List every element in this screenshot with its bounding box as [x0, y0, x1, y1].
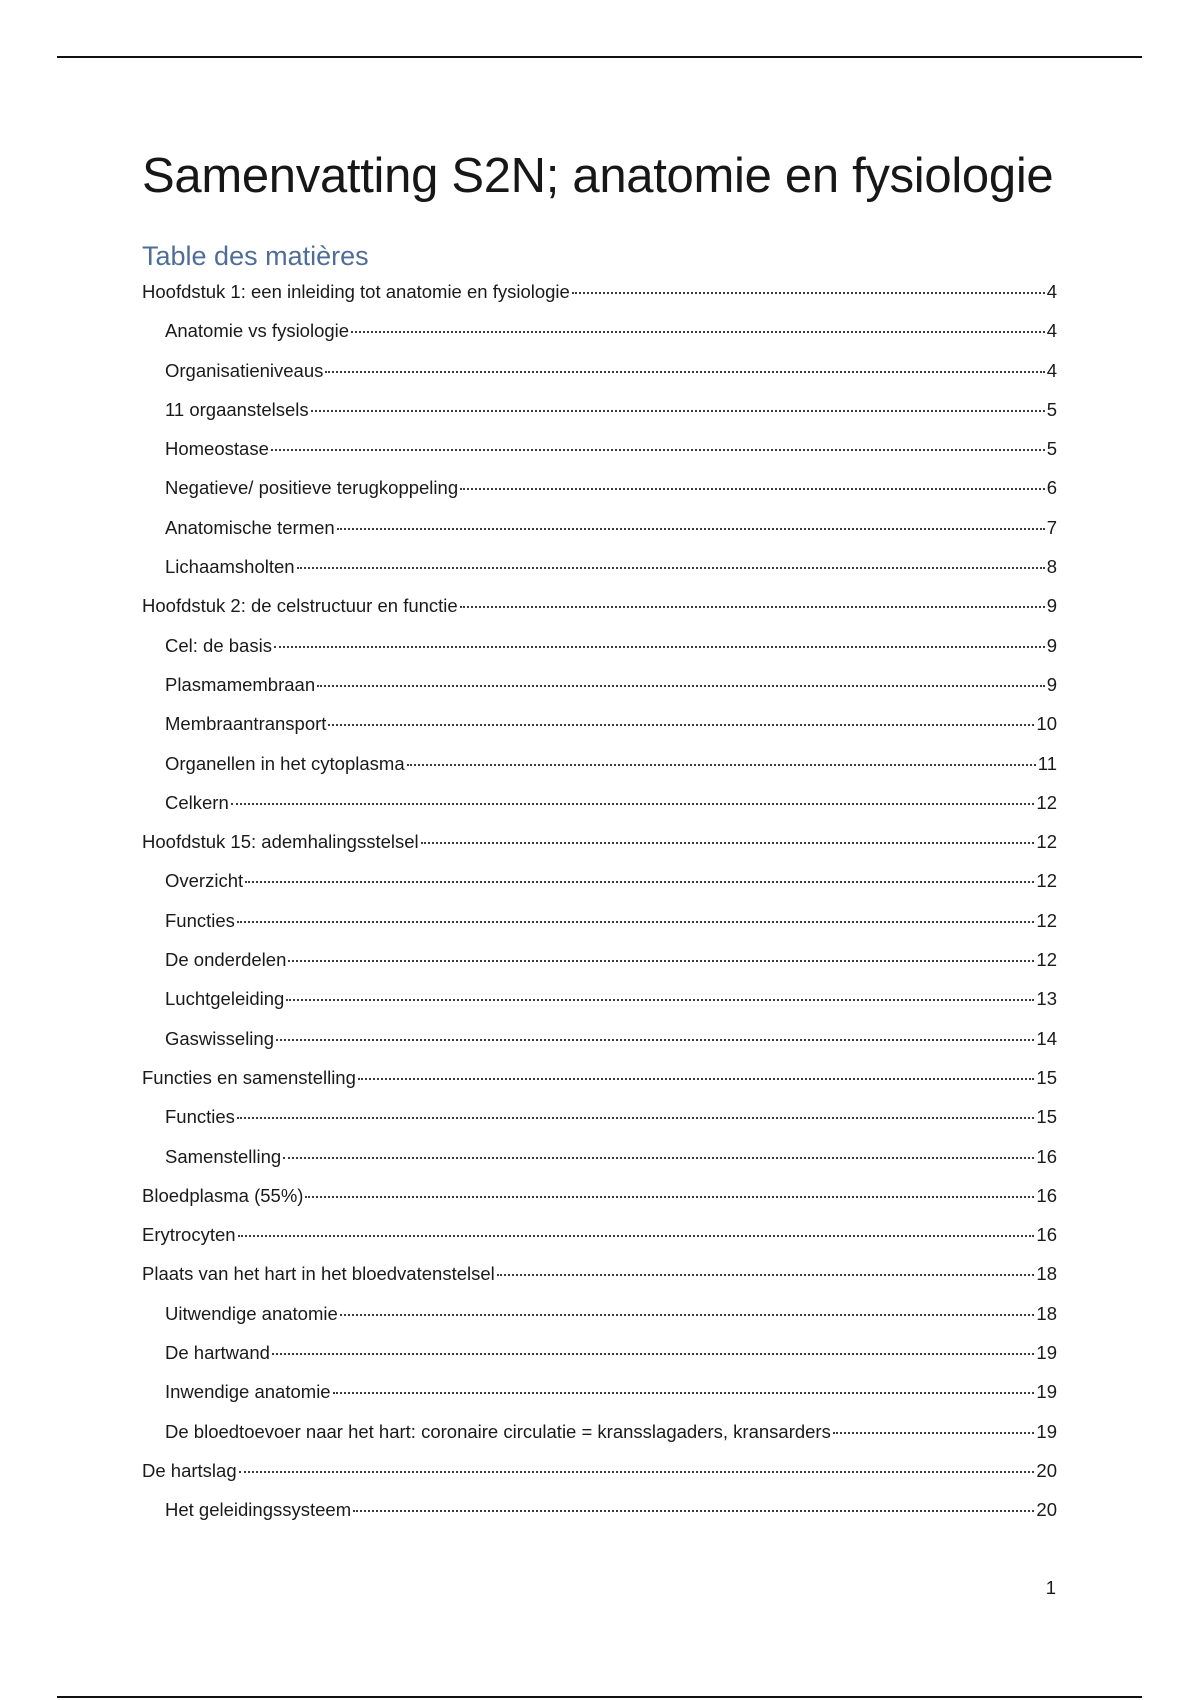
toc-entry-title: De bloedtoevoer naar het hart: coronaire circulatie = kransslagaders, kransarders	[165, 1420, 831, 1442]
toc-entry-page: 4	[1046, 320, 1057, 342]
toc-entry-title: Inwendige anatomie	[165, 1381, 331, 1403]
toc-entry-page: 8	[1046, 556, 1057, 578]
toc-section-entry[interactable]	[142, 787, 1057, 826]
toc-entry-page: 19	[1036, 1342, 1057, 1364]
toc-entry-title: Bloedplasma (55%)	[142, 1184, 304, 1206]
toc-chapter-entry[interactable]	[142, 1258, 1057, 1297]
toc-dot-leader	[421, 842, 1035, 844]
toc-dot-leader	[276, 1039, 1034, 1041]
toc-entry-title: Luchtgeleiding	[165, 988, 285, 1010]
toc-entry-page: 10	[1036, 713, 1057, 735]
toc-section-entry[interactable]	[142, 355, 1057, 394]
toc-dot-leader	[353, 1510, 1034, 1512]
toc-entry-page: 9	[1046, 595, 1057, 617]
toc-entry-title: Samenstelling	[165, 1145, 282, 1167]
toc-dot-leader	[340, 1314, 1035, 1316]
toc-entry-title: Gaswisseling	[165, 1027, 274, 1049]
toc-chapter-entry[interactable]	[142, 590, 1057, 629]
toc-entry-title: Hoofdstuk 1: een inleiding tot anatomie en fysiologie	[142, 281, 570, 302]
toc-dot-leader	[297, 567, 1045, 569]
toc-entry-title: Organisatieniveaus	[165, 359, 324, 381]
toc-entry-title: De onderdelen	[165, 949, 287, 971]
toc-entry-page: 20	[1036, 1499, 1057, 1521]
toc-section-entry[interactable]	[142, 630, 1057, 669]
toc-entry-title: De hartslag	[142, 1459, 237, 1481]
toc-entry-page: 15	[1036, 1066, 1057, 1088]
toc-dot-leader	[333, 1392, 1035, 1394]
toc-entry-page: 4	[1046, 359, 1057, 381]
toc-section-entry[interactable]	[142, 708, 1057, 747]
toc-entry-page: 12	[1036, 870, 1057, 892]
toc-entry-title: Uitwendige anatomie	[165, 1302, 338, 1324]
toc-entry-title: Plasmamembraan	[165, 673, 316, 695]
toc-entry-title: 11 orgaanstelsels	[165, 398, 309, 420]
toc-dot-leader	[460, 488, 1045, 490]
toc-section-entry[interactable]	[142, 433, 1057, 472]
toc-dot-leader	[337, 528, 1045, 530]
toc-entry-page: 16	[1036, 1184, 1057, 1206]
toc-section-entry[interactable]	[142, 1141, 1057, 1180]
toc-section-entry[interactable]	[142, 1376, 1057, 1415]
toc-entry-title: Plaats van het hart in het bloedvatenstelsel	[142, 1263, 495, 1285]
toc-section-entry[interactable]	[142, 1023, 1057, 1062]
toc-dot-leader	[317, 685, 1045, 687]
toc-entry-title: Membraantransport	[165, 713, 327, 735]
toc-dot-leader	[497, 1274, 1035, 1276]
toc-section-entry[interactable]	[142, 315, 1057, 354]
toc-entry-title: Functies	[165, 1106, 235, 1128]
toc-dot-leader	[833, 1432, 1035, 1434]
toc-entry-page: 16	[1036, 1145, 1057, 1167]
toc-entry-page: 16	[1036, 1224, 1057, 1246]
toc-dot-leader	[272, 1353, 1035, 1355]
header-rule	[57, 56, 1142, 58]
toc-section-entry[interactable]	[142, 1337, 1057, 1376]
toc-section-entry[interactable]	[142, 394, 1057, 433]
toc-entry-page: 12	[1036, 791, 1057, 813]
toc-entry-title: Lichaamsholten	[165, 556, 295, 578]
toc-entry-title: Anatomische termen	[165, 516, 335, 538]
toc-entry-page: 13	[1036, 988, 1057, 1010]
toc-entry-page: 18	[1036, 1302, 1057, 1324]
toc-dot-leader	[237, 1117, 1035, 1119]
toc-dot-leader	[572, 292, 1045, 294]
toc-chapter-entry[interactable]	[142, 1062, 1057, 1101]
toc-chapter-entry[interactable]	[142, 826, 1057, 865]
toc-dot-leader	[460, 606, 1045, 608]
toc-section-entry[interactable]	[142, 983, 1057, 1022]
toc-entry-page: 4	[1046, 281, 1057, 302]
toc-entry-title: Homeostase	[165, 438, 269, 460]
toc-entry-title: Het geleidingssysteem	[165, 1499, 352, 1521]
toc-entry-page: 9	[1046, 673, 1057, 695]
toc-entry-title: Overzicht	[165, 870, 244, 892]
toc-dot-leader	[239, 1471, 1035, 1473]
toc-section-entry[interactable]	[142, 748, 1057, 787]
toc-chapter-entry[interactable]	[142, 1455, 1057, 1494]
toc-entry-page: 15	[1036, 1106, 1057, 1128]
toc-dot-leader	[351, 331, 1045, 333]
toc-entry-page: 9	[1046, 634, 1057, 656]
toc-entry-page: 11	[1037, 752, 1057, 774]
toc-entry-title: Functies	[165, 909, 235, 931]
toc-section-entry[interactable]	[142, 512, 1057, 551]
toc-dot-leader	[274, 646, 1045, 648]
toc-section-entry[interactable]	[142, 944, 1057, 983]
toc-dot-leader	[407, 764, 1036, 766]
toc-section-entry[interactable]	[142, 1298, 1057, 1337]
toc-entry-title: Celkern	[165, 791, 229, 813]
toc-entry-page: 19	[1036, 1420, 1057, 1442]
toc-dot-leader	[288, 960, 1034, 962]
toc-entry-page: 12	[1036, 949, 1057, 971]
toc-entry-title: Organellen in het cytoplasma	[165, 752, 405, 774]
toc-entry-page: 5	[1046, 438, 1057, 460]
toc-entry-page: 19	[1036, 1381, 1057, 1403]
toc-dot-leader	[358, 1078, 1035, 1080]
toc-section-entry[interactable]	[142, 1101, 1057, 1140]
toc-entry-title: Negatieve/ positieve terugkoppeling	[165, 477, 459, 499]
toc-dot-leader	[328, 724, 1034, 726]
toc-dot-leader	[245, 881, 1034, 883]
toc-entry-title: Cel: de basis	[165, 634, 272, 656]
toc-section-entry[interactable]	[142, 1416, 1057, 1455]
toc-dot-leader	[237, 921, 1035, 923]
table-of-contents	[142, 276, 1057, 1534]
toc-chapter-entry[interactable]	[142, 1219, 1057, 1258]
toc-entry-title: Hoofdstuk 15: ademhalingsstelsel	[142, 831, 419, 853]
toc-entry-page: 20	[1036, 1459, 1057, 1481]
toc-section-entry[interactable]	[142, 669, 1057, 708]
toc-section-entry[interactable]	[142, 865, 1057, 904]
toc-section-entry[interactable]	[142, 905, 1057, 944]
toc-dot-leader	[325, 371, 1044, 373]
page-number: 1	[1045, 1577, 1056, 1598]
toc-entry-title: De hartwand	[165, 1342, 270, 1364]
toc-entry-page: 12	[1036, 909, 1057, 931]
toc-entry-title: Hoofdstuk 2: de celstructuur en functie	[142, 595, 458, 617]
toc-entry-page: 18	[1036, 1263, 1057, 1285]
toc-entry-page: 12	[1036, 831, 1057, 853]
toc-section-entry[interactable]	[142, 1494, 1057, 1533]
toc-dot-leader	[271, 449, 1045, 451]
toc-entry-page: 5	[1046, 398, 1057, 420]
toc-entry-title: Erytrocyten	[142, 1224, 236, 1246]
toc-dot-leader	[231, 803, 1035, 805]
toc-section-entry[interactable]	[142, 551, 1057, 590]
toc-heading: Table des matières	[142, 241, 369, 271]
toc-dot-leader	[286, 999, 1034, 1001]
toc-entry-title: Functies en samenstelling	[142, 1066, 356, 1088]
toc-entry-page: 6	[1046, 477, 1057, 499]
toc-entry-page: 14	[1036, 1027, 1057, 1049]
toc-entry-page: 7	[1046, 516, 1057, 538]
toc-entry-title: Anatomie vs fysiologie	[165, 320, 350, 342]
toc-dot-leader	[283, 1157, 1034, 1159]
toc-dot-leader	[305, 1196, 1034, 1198]
page-title: Samenvatting S2N; anatomie en fysiologie	[142, 149, 1054, 203]
footer-rule	[57, 1696, 1142, 1698]
toc-chapter-entry[interactable]	[142, 1180, 1057, 1219]
toc-chapter-entry[interactable]	[142, 276, 1057, 315]
toc-section-entry[interactable]	[142, 472, 1057, 511]
toc-dot-leader	[238, 1235, 1035, 1237]
toc-dot-leader	[311, 410, 1045, 412]
